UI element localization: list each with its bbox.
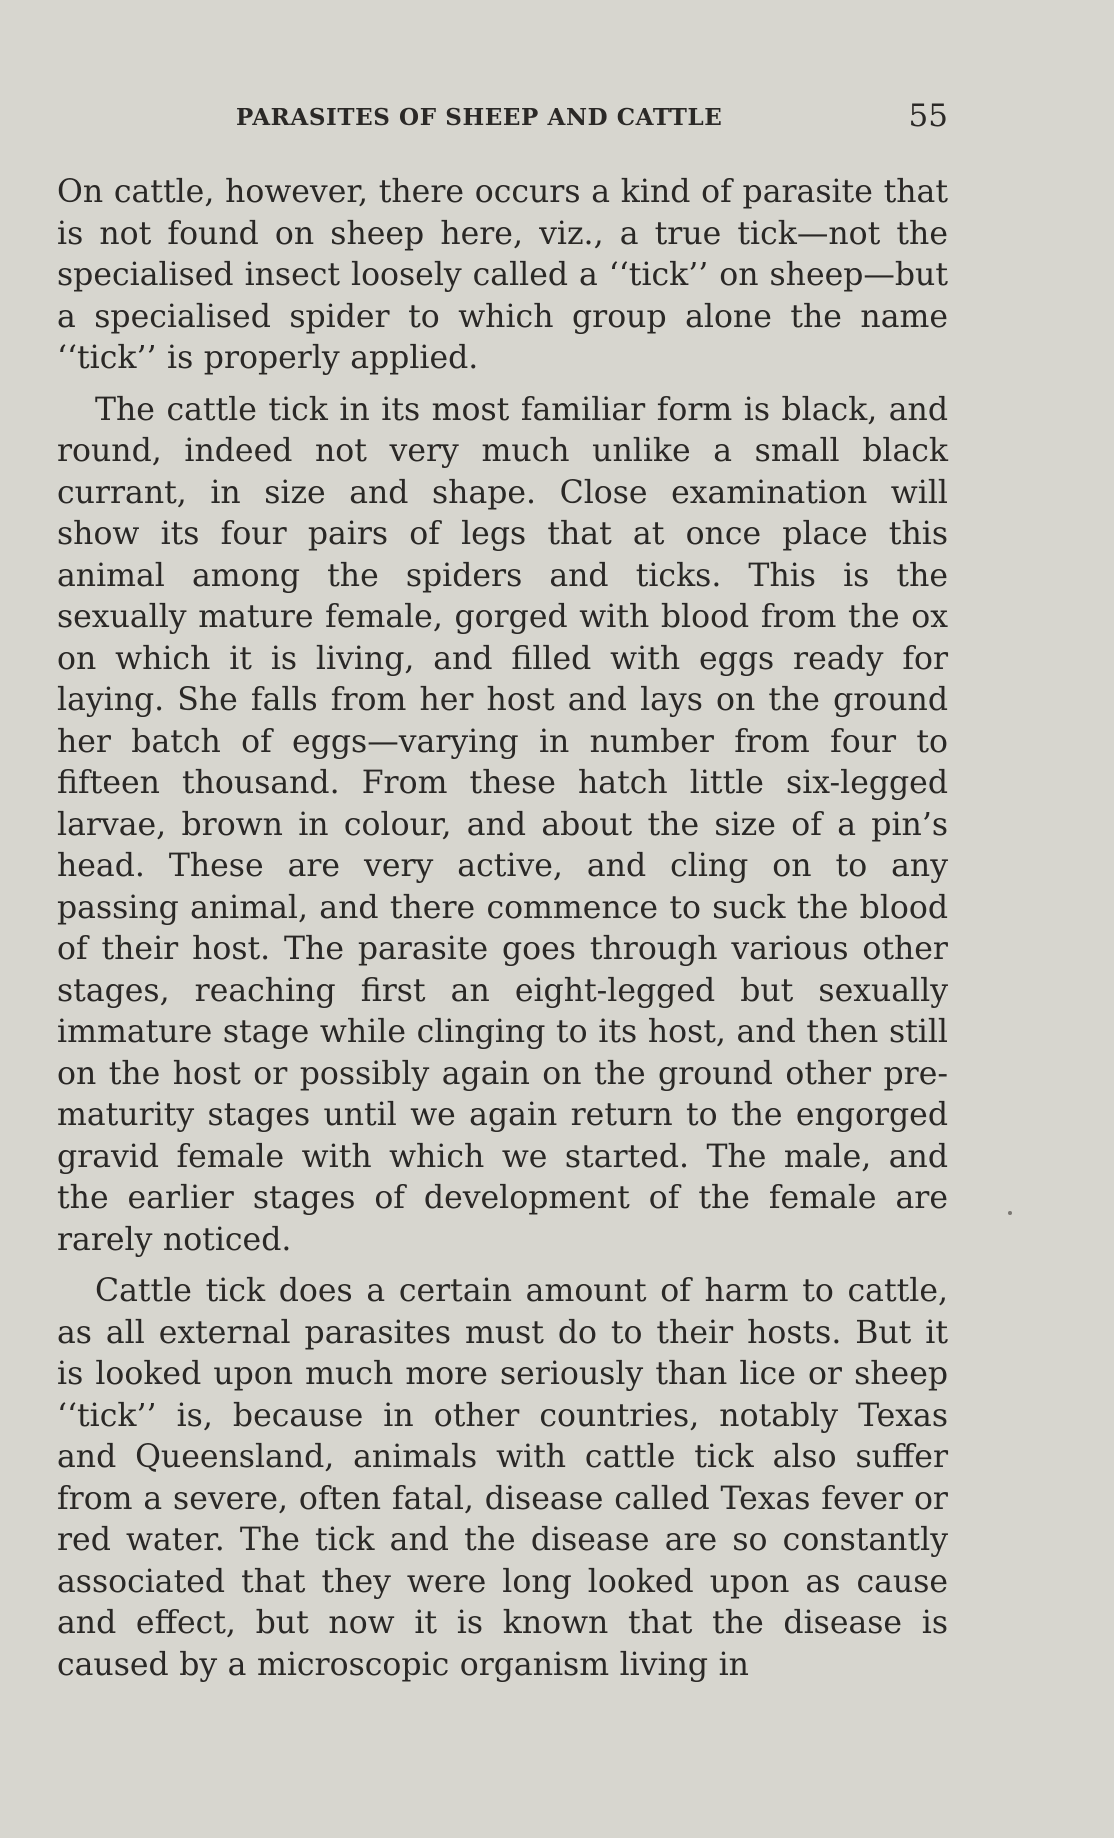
paper-speck (1008, 1211, 1012, 1215)
running-head: PARASITES OF SHEEP AND CATTLE (236, 104, 723, 131)
paragraph-1: On cattle, however, there occurs a kind of parasite that is not found on sheep here, viz., a true tick—not the specialised insect loosely called a ‘‘tick’’ on sheep—but a specialised spider to which group alone the name ‘‘tick’’ is properly applied. (57, 174, 948, 376)
body-text (57, 172, 948, 1696)
page-header (236, 98, 948, 138)
paragraph-3: Cattle tick does a certain amount of harm to cattle, as all external parasites must do to their hosts. But it is looked upon much more seriously than lice or sheep ‘‘tick’’ is, because in other countries, notably Texas and Queensland, animals with cattle tick also suffer from a severe, often fatal, disease called Texas fever or red water. The tick and the disease are so constantly associated that they were long looked upon as cause and effect, but now it is known that the disease is caused by a microscopic organism living in (57, 1273, 948, 1683)
page-number: 55 (908, 98, 948, 134)
paragraph-2: The cattle tick in its most familiar form is black, and round, indeed not very much unlike a small black currant, in size and shape. Close examination will show its four pairs of legs that at once place this animal among the spiders and ticks. This is the sexually mature female, gorged with blood from the ox on which it is living, and filled with eggs ready for laying. She falls from her host and lays on the ground her batch of eggs—varying in number from four to fifteen thousand. From these hatch little six-legged larvae, brown in colour, and about the size of a pin’s head. These are very active, and cling on to any passing animal, and there commence to suck the blood of their host. The parasite goes through various other stages, reaching first an eight-legged but sexually immature stage while clinging to its host, and then still on the host or possibly again on the ground other pre-maturity stages until we again return to the engorged gravid female with which we started. The male, and the earlier stages of development of the female are rarely noticed. (57, 391, 948, 1258)
